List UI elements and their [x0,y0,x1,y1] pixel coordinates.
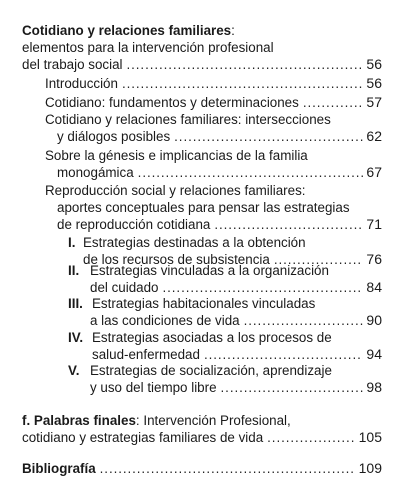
entry-text: Cotidiano: fundamentos y determinaciones [45,95,299,110]
toc-entry-bibliografia[interactable] [22,460,382,477]
entry-text: del trabajo social [22,57,123,72]
dot-leader [127,56,364,73]
strategy-text: Estrategias vinculadas a la organización [90,263,329,278]
strategy-5-line1 [68,362,332,379]
toc-entry-strategy-5[interactable] [90,379,382,396]
entry-text: y uso del tiempo libre [90,380,217,395]
strategy-text: Estrategias destinadas a la obtención [83,235,306,250]
toc-entry-reproduccion-line2: aportes conceptuales para pensar las estrategias [57,200,350,215]
entry-text: de reproducción cotidiana [57,217,211,232]
dot-leader [214,216,363,233]
page-number: 90 [366,312,382,328]
entry-text: Bibliografía [22,461,96,476]
dot-leader [100,460,356,477]
strategy-text: Estrategias de socialización, aprendizaje [90,363,332,378]
dot-leader [204,346,363,363]
page-number: 98 [366,379,382,395]
roman-numeral: IV. [68,330,84,345]
toc-entry-strategy-4[interactable] [92,346,382,363]
toc-entry-genesis[interactable] [57,164,382,181]
page-number: 94 [366,346,382,362]
strategy-2-line1 [68,262,329,279]
dot-leader [138,164,364,181]
section-subtitle-line1: elementos para la intervención profesional [22,40,274,55]
section-title-bold: Palabras finales [33,413,136,428]
toc-entry-intersecciones[interactable] [57,128,382,145]
toc-entry-fundamentos[interactable] [45,94,382,111]
page-number: 71 [366,216,382,232]
entry-text: cotidiano y estrategias familiares de vida [22,430,264,445]
entry-text: monogámica [57,165,134,180]
strategy-text: Estrategias habitacionales vinculadas [92,296,316,311]
strategy-1-line1 [68,234,306,251]
roman-numeral: II. [68,263,80,278]
page-number: 56 [366,75,382,91]
entry-text: del cuidado [90,280,159,295]
section-letter: f. [22,413,31,428]
strategy-3-line1 [68,295,315,312]
page-number: 76 [366,251,382,267]
dot-leader [163,279,364,296]
strategy-4-line1 [68,329,332,346]
page-number: 57 [366,94,382,110]
toc-entry-intersecciones-line1: Cotidiano y relaciones familiares: intersecciones [45,112,331,127]
strategy-text: Estrategias asociadas a los procesos de [92,330,332,345]
roman-numeral: V. [68,363,80,378]
toc-entry-reproduccion-line1: Reproducción social y relaciones familiares: [45,183,306,198]
entry-text: y diálogos posibles [57,129,171,144]
toc-entry-reproduccion[interactable] [57,216,382,233]
dot-leader [122,75,363,92]
section-title-rest: : Intervención Profesional, [135,413,291,428]
entry-text: salud-enfermedad [92,347,200,362]
page-number: 56 [366,56,382,72]
section-title-bold: Cotidiano y relaciones familiares [22,23,232,38]
page-number: 109 [358,460,382,476]
toc-entry-section-f[interactable] [22,429,382,446]
dot-leader [174,128,363,145]
section-title-colon: : [231,23,235,38]
toc-entry-introduccion[interactable] [45,75,382,92]
section-f-title [22,412,291,429]
entry-text: de los recursos de subsistencia [83,252,270,267]
roman-numeral: III. [68,296,83,311]
entry-text: a las condiciones de vida [90,313,240,328]
page-number: 67 [366,164,382,180]
toc-entry-strategy-2[interactable] [90,279,382,296]
dot-leader [303,94,364,111]
page-number: 62 [366,128,382,144]
section-title [22,22,235,39]
toc-entry-section-e[interactable] [22,56,382,73]
toc-entry-strategy-3[interactable] [90,312,382,329]
page-number: 84 [366,279,382,295]
dot-leader [221,379,364,396]
roman-numeral: I. [68,235,76,250]
dot-leader [267,429,355,446]
dot-leader [244,312,364,329]
toc-entry-genesis-line1: Sobre la génesis e implicancias de la familia [45,148,308,163]
entry-text: Introducción [45,76,118,91]
page-number: 105 [358,429,382,445]
